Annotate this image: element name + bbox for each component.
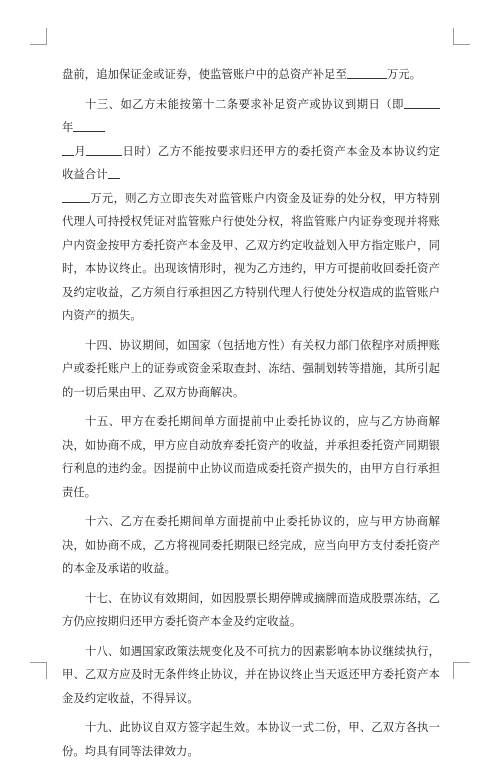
clause-13-month-label: 月 xyxy=(74,144,87,158)
clause-19: 十九、此协议自双方签字起生效。本协议一式二份，甲、乙双方各执一份。均具有同等法律效力。 xyxy=(62,721,440,758)
clause-13 xyxy=(62,93,440,328)
document-body xyxy=(62,63,440,769)
blank-amount[interactable] xyxy=(347,66,387,79)
clause-18: 十八、如遇国家政策法规变化及不可抗力的因素影响本协议继续执行，甲、乙双方应及时无条件终止协议，并在协议终止当天返还甲方委托资产本金及约定收益，不得异议。 xyxy=(62,644,440,705)
blank-year-2[interactable] xyxy=(73,119,105,132)
clause-16: 十六、乙方在委托期间单方面提前中止委托协议的，应与甲方协商解决，如协商不成，乙方将视同委托期限已经完成，应当向甲方支付委托资产的本金及承诺的收益。 xyxy=(62,515,440,575)
clause-17: 十七、在协议有效期间，如因股票长期停牌或摘牌而造成股票冻结，乙方仍应按期归还甲方委托资产本金及约定收益。 xyxy=(62,591,440,628)
clause-13-text: 十三、如乙方未能按第十二条要求补足资产或协议到期日（即 xyxy=(85,97,404,111)
clause-13-year-label: 年 xyxy=(62,121,74,134)
blank-year[interactable] xyxy=(404,96,440,109)
corner-mark-bottom-right xyxy=(453,662,470,679)
blank-month-lead[interactable] xyxy=(62,143,74,156)
clause-15: 十五、甲方在委托期间单方面提前中止委托协议的，应与乙方协商解决，如协商不成，甲方应自动放弃委托资产的收益，并承担委托资产同期银行利息的违约金。因提前中止协议而造成委托资产损失的，由甲方自行承担责任。 xyxy=(62,415,440,499)
clause-13-text-2: 日时）乙方不能按要求归还甲方的委托资产本金及本协议约定收益合计 xyxy=(62,144,440,181)
corner-mark-top-right xyxy=(453,28,470,45)
clause-14: 十四、协议期间，如国家（包括地方性）有关权力部门依程序对质押账户或委托账户上的证券或资金采取查封、冻结、强制划转等措施，其所引起的一切后果由甲、乙双方协商解决。 xyxy=(62,338,440,399)
paragraph-text: 盘前，追加保证金或证券，使监管账户中的总资产补足至 xyxy=(62,68,347,81)
blank-day[interactable] xyxy=(86,143,122,156)
clause-13-text-3: 万元，则乙方立即丧失对监管账户内资金及证券的处分权，甲方特别代理人可持授权凭证对监管账户行使处分权，将监管账户内证券变现并将账户内资金按甲方委托资产本金及甲、乙双方约定收益划入甲方指定账户，同时，本协议终止。出现该情形时，视为乙方违约，甲方可提前收回委托资产及约定收益，乙方须自行承担因乙方特别代理人行使处分权造成的监管账户内资产的损失。 xyxy=(62,191,440,322)
paragraph-continuation xyxy=(62,63,440,87)
paragraph-text: 万元。 xyxy=(386,68,422,81)
corner-mark-bottom-left xyxy=(30,662,47,679)
corner-mark-top-left xyxy=(30,28,47,45)
blank-total-lead[interactable] xyxy=(108,166,120,179)
blank-total-amount[interactable] xyxy=(62,190,90,203)
